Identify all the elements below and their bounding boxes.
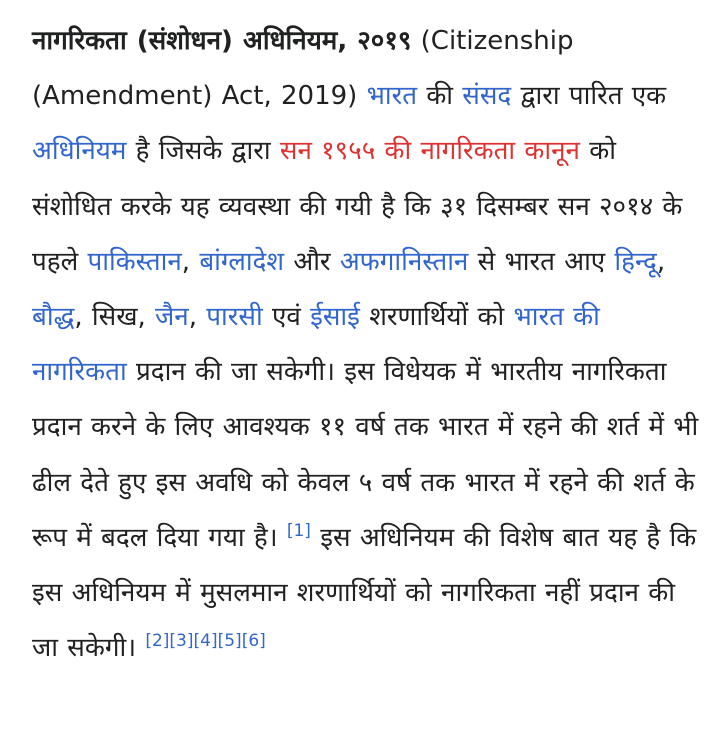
link-jain[interactable]: जैन [155, 302, 189, 333]
reference-link[interactable]: [5] [217, 631, 242, 652]
text-segment: है जिसके द्वारा [135, 136, 271, 167]
link-pakistan[interactable]: पाकिस्तान [87, 246, 182, 277]
link-sansad[interactable]: संसद [462, 81, 512, 112]
link-isai[interactable]: ईसाई [310, 302, 360, 333]
link-afghanistan[interactable]: अफगानिस्तान [339, 246, 469, 277]
english-name: (Citizenship (Amendment) Act, 2019) [32, 26, 574, 112]
reference-link[interactable]: [6] [241, 631, 266, 652]
link-adhiniyam[interactable]: अधिनियम [32, 136, 127, 167]
text-segment: से भारत आए [477, 246, 606, 277]
link-bauddh[interactable]: बौद्ध [32, 302, 75, 333]
link-bangladesh[interactable]: बांग्लादेश [199, 246, 285, 277]
text-segment: सिख [91, 302, 138, 333]
link-bharat[interactable]: भारत [366, 81, 418, 112]
text-segment: की [426, 81, 454, 112]
link-hindu[interactable]: हिन्दू [614, 246, 657, 277]
text-segment: को संशोधित करके यह व्यवस्था की गयी है कि ३१ दिसम्बर सन २०१४ के पहले [32, 136, 683, 277]
text-segment: प्रदान की जा सकेगी। इस विधेयक में भारतीय नागरिकता प्रदान करने के लिए आवश्यक ११ वर्ष तक भारत में रहने की शर्त में भी ढील देते हुए इस अवधि को केवल ५ वर्ष तक भारत में रहने की शर्त के रूप में बदल दिया गया है। [32, 357, 699, 553]
link-citizenship-act-1955[interactable]: सन १९५५ की नागरिकता कानून [279, 136, 580, 167]
reference-link[interactable]: [3] [169, 631, 194, 652]
article-subject: नागरिकता (संशोधन) अधिनियम, २०१९ [32, 26, 412, 56]
link-bharat-nagrikta[interactable]: भारत की नागरिकता [32, 302, 600, 388]
reference-link[interactable]: [2] [145, 631, 170, 652]
reference-group [145, 631, 265, 651]
reference-1 [287, 521, 311, 541]
reference-link[interactable]: [4] [193, 631, 218, 652]
text-segment: शरणार्थियों को [369, 302, 505, 333]
text-segment: एवं [271, 302, 301, 333]
link-parsi[interactable]: पारसी [206, 302, 263, 333]
reference-link[interactable]: [1] [286, 520, 311, 541]
text-segment: द्वारा पारित एक [520, 81, 667, 112]
text-segment: इस अधिनियम की विशेष बात यह है कि इस अधिनियम में मुसलमान शरणार्थियों को नागरिकता नहीं प्रदान की जा सकेगी। [32, 522, 697, 664]
intro-paragraph: नागरिकता (संशोधन) अधिनियम, २०१९ (Citizenship (Amendment) Act, 2019) भारत की संसद द्वारा पारित एक अधिनियम है जिसके द्वारा सन १९५५ की नागरिकता कानून को संशोधित करके यह व्यवस्था की गयी है कि ३१ दिसम्बर सन २०१४ के पहले पाकिस्तान, बांग्लादेश और अफगानिस्तान से भारत आए हिन्दू, बौद्ध, सिख, जैन, पारसी एवं ईसाई शरणार्थियों को भारत की नागरिकता प्रदान की जा सकेगी। इस विधेयक में भारतीय नागरिकता प्रदान करने के लिए आवश्यक ११ वर्ष तक भारत में रहने की शर्त में भी ढील देते हुए इस अवधि को केवल ५ वर्ष तक भारत में रहने की शर्त के रूप में बदल दिया गया है। [1] इस अधिनियम की विशेष बात यह है कि इस अधिनियम में मुसलमान शरणार्थियों को नागरिकता नहीं प्रदान की जा सकेगी। [2][3][4][5][6] [32, 26, 699, 664]
text-segment: और [293, 246, 331, 277]
